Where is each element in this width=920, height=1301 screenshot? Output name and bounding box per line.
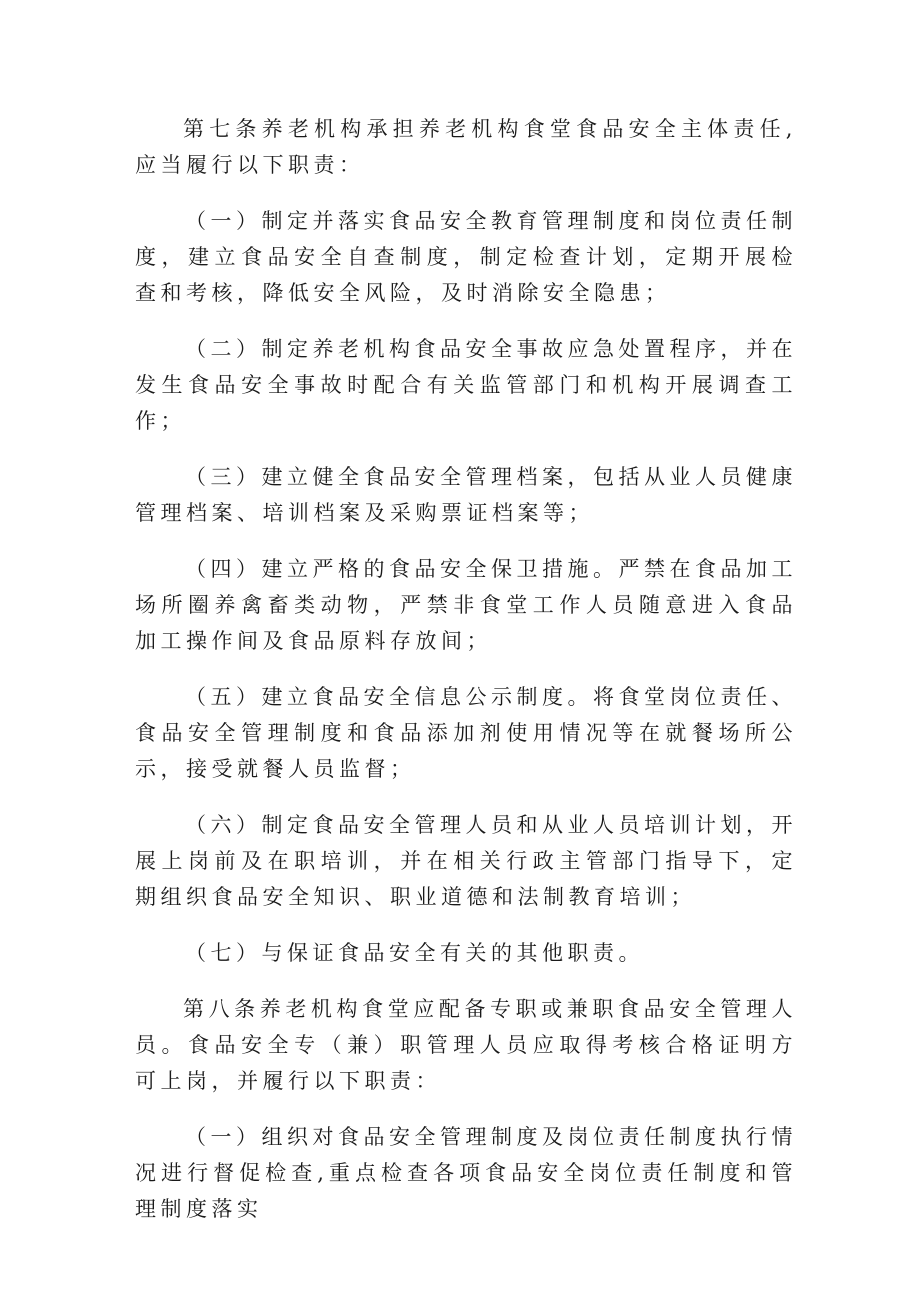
- article-7-item-2: （二）制定养老机构食品安全事故应急处置程序，并在发生食品安全事故时配合有关监管部门和机构开展调查工作；: [135, 337, 797, 433]
- article-7-item-6: （六）制定食品安全管理人员和从业人员培训计划，开展上岗前及在职培训，并在相关行政主管部门指导下，定期组织食品安全知识、职业道德和法制教育培训；: [135, 813, 797, 909]
- article-7-item-1: （一）制定并落实食品安全教育管理制度和岗位责任制度，建立食品安全自查制度，制定检查计划，定期开展检查和考核，降低安全风险，及时消除安全隐患；: [135, 209, 797, 305]
- article-7-item-3: （三）建立健全食品安全管理档案，包括从业人员健康管理档案、培训档案及采购票证档案等；: [135, 465, 797, 525]
- article-8-paragraph: 第八条养老机构食堂应配备专职或兼职食品安全管理人员。食品安全专（兼）职管理人员应取得考核合格证明方可上岗，并履行以下职责：: [135, 997, 797, 1093]
- article-7-item-7: （七）与保证食品安全有关的其他职责。: [185, 941, 644, 965]
- article-7-item-4: （四）建立严格的食品安全保卫措施。严禁在食品加工场所圈养禽畜类动物，严禁非食堂工作人员随意进入食品加工操作间及食品原料存放间；: [135, 557, 797, 653]
- article-7-paragraph: 第七条养老机构承担养老机构食堂食品安全主体责任,应当履行以下职责：: [135, 117, 797, 177]
- article-7-item-5: （五）建立食品安全信息公示制度。将食堂岗位责任、食品安全管理制度和食品添加剂使用情况等在就餐场所公示，接受就餐人员监督；: [135, 685, 797, 781]
- document-page: [135, 111, 797, 1247]
- article-8-item-1: （一）组织对食品安全管理制度及岗位责任制度执行情况进行督促检查,重点检查各项食品安全岗位责任制度和管理制度落实: [135, 1125, 797, 1221]
